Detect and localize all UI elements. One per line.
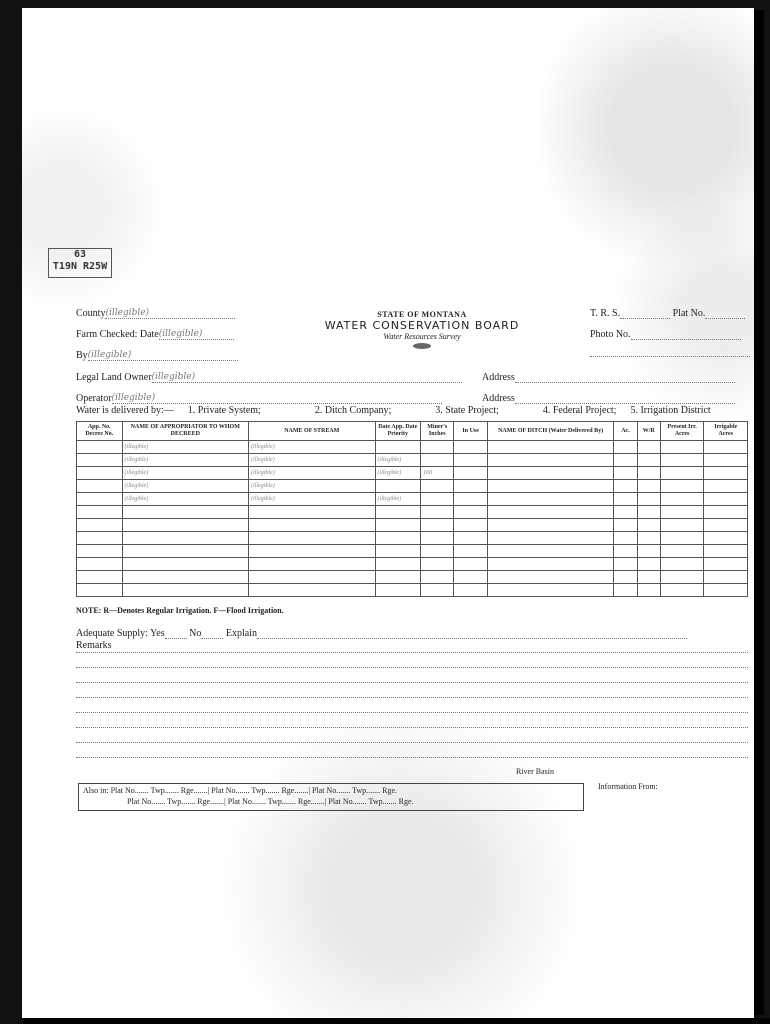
operator-value: (illegible) [112,393,442,404]
cell [637,493,660,506]
rge-label: Rge. [180,786,196,795]
table-row [77,519,748,532]
photo-label: Photo No. [590,329,631,340]
river-basin-label: River Basin [516,767,554,776]
cell [637,480,660,493]
remarks-line [76,757,748,758]
col-appropriator: NAME OF APPROPRIATOR TO WHOM DECREED [122,422,249,441]
table-row [77,454,748,467]
remarks-line [76,727,748,728]
delivery-label: Water is delivered by:— [76,405,174,416]
cell [704,454,748,467]
cell: (illegible) [249,441,376,454]
remarks-label: Remarks [76,640,112,651]
farm-checked-value: (illegible) [159,329,234,340]
also-in-row-1: Also in: Plat No....... Twp....... Rge.......| Plat No....... Twp....... Rge.......| Plat No....... Twp....... Rge. [83,786,398,795]
plat-label: Plat No. [211,786,238,795]
board-title: WATER CONSERVATION BOARD [324,319,520,332]
twp-label: Twp. [267,797,284,806]
cell [454,441,487,454]
cell [637,454,660,467]
cell: (illegible) [122,493,249,506]
information-from-label: Information From: [598,782,658,791]
cell: (illegible) [249,454,376,467]
farm-checked-field [76,329,234,340]
cell [454,480,487,493]
cell [704,441,748,454]
col-app-no: App. No. Decree No. [77,422,123,441]
cell: (illegible) [375,467,421,480]
cell [454,467,487,480]
also-in-row-2: Plat No....... Twp....... Rge.......| Plat No....... Twp....... Rge.......| Plat No....... Twp....... Rge. [127,797,414,806]
irrigation-note: NOTE: R—Denotes Regular Irrigation. F—Flood Irrigation. [76,606,284,615]
supply-no-label: No [189,628,202,639]
stamp-number: 63 [73,249,87,260]
cell [77,441,123,454]
county-label: County [76,308,106,319]
cell [614,493,637,506]
table-row [77,558,748,571]
remarks-line [76,712,748,713]
operator-address-field [482,393,735,404]
cell [637,441,660,454]
legal-owner-label: Legal Land Owner [76,372,152,383]
remarks-line [76,697,748,698]
plat-label: Plat No. [227,797,254,806]
table-row [77,545,748,558]
cell [614,467,637,480]
plat-label: Plat No. [127,797,154,806]
farm-checked-label: Farm Checked: Date [76,329,159,340]
remarks-line [76,742,748,743]
twp-label: Twp. [150,786,167,795]
cell [704,480,748,493]
col-in-use: In Use [454,422,487,441]
cell [614,480,637,493]
cell [660,493,704,506]
supply-yes-label: Adequate Supply: Yes [76,628,165,639]
by-field [76,350,238,361]
cell [375,480,421,493]
col-ac: Ac. [614,422,637,441]
cell [487,467,614,480]
appropriation-table [76,421,748,597]
delivery-line [76,405,756,416]
plat-label: Plat No. [672,308,706,319]
delivery-option-irrigation-district: 5. Irrigation District [630,405,711,416]
cell [421,441,454,454]
cell: (illegible) [122,454,249,467]
col-miners-inches: Miner's Inches [421,422,454,441]
cell [454,493,487,506]
rge-label: Rge. [197,797,213,806]
cell [660,467,704,480]
adequate-supply-field [76,628,687,639]
delivery-option-private: 1. Private System; [187,405,261,416]
cell [421,480,454,493]
legal-owner-field [76,372,462,383]
cell [77,467,123,480]
col-irrigable-acres: Irrigable Acres [704,422,748,441]
by-value: (illegible) [88,350,238,361]
county-value: (illegible) [105,308,235,319]
cell [454,454,487,467]
plat-label: Plat No. [110,786,137,795]
survey-title: Water Resources Survey [383,332,461,341]
operator-label: Operator [76,393,112,404]
stamp-township: T19N R25W [52,261,108,272]
cell [614,441,637,454]
cell: (illegible) [375,454,421,467]
cell: (illegible) [375,493,421,506]
cell [660,454,704,467]
photo-field [590,329,741,340]
supply-explain-label: Explain [225,628,257,639]
operator-field [76,393,442,404]
table-row [77,506,748,519]
cell [421,493,454,506]
cell: (illegible) [249,493,376,506]
rge-label: Rge. [382,786,398,795]
twp-label: Twp. [167,797,184,806]
trs-label: T. R. S. [590,308,621,319]
table-row [77,584,748,597]
col-present-acres: Present Irr. Acres [660,422,704,441]
county-field [76,308,235,319]
rge-label: Rge. [297,797,313,806]
twp-label: Twp. [251,786,268,795]
table-row [77,493,748,506]
owner-address-field [482,372,735,383]
table-row [77,441,748,454]
operator-address-label: Address [482,393,515,404]
cell [704,493,748,506]
cell [660,441,704,454]
table-row [77,467,748,480]
table-header-row [77,422,748,441]
also-in-box [78,783,584,811]
by-label: By [76,350,88,361]
remarks-line [76,682,748,683]
table-row [77,571,748,584]
blank-line [590,356,750,357]
col-wr: W/R [637,422,660,441]
cell: (illegible) [249,467,376,480]
cell: (illegible) [122,480,249,493]
rge-label: Rge. [398,797,414,806]
plat-label: Plat No. [311,786,339,795]
cell [614,454,637,467]
seal-icon [413,343,431,349]
cell [660,480,704,493]
cell [487,493,614,506]
state-title: STATE OF MONTANA [377,310,467,319]
table-row [77,480,748,493]
cell [487,480,614,493]
rge-label: Rge. [281,786,297,795]
col-ditch: NAME OF DITCH (Water Delivered By) [487,422,614,441]
delivery-option-federal: 4. Federal Project; [542,405,617,416]
also-in-label: Also in: [83,786,109,795]
cell [77,454,123,467]
owner-address-label: Address [482,372,515,383]
cell: (illegible) [122,467,249,480]
cell [77,493,123,506]
cell [637,467,660,480]
scan-edge-bottom [22,1018,770,1024]
col-date: Date App. Date Priority [375,422,421,441]
cell: 100 [421,467,454,480]
delivery-option-ditch: 2. Ditch Company; [314,405,392,416]
plat-label: Plat No. [328,797,355,806]
twp-label: Twp. [352,786,369,795]
twp-label: Twp. [368,797,385,806]
cell: (illegible) [249,480,376,493]
cell [704,467,748,480]
col-stream: NAME OF STREAM [249,422,376,441]
legal-owner-value: (illegible) [152,372,462,383]
cell [487,441,614,454]
cell [421,454,454,467]
township-stamp [48,248,112,278]
form-header [322,310,522,351]
remarks-line [76,652,748,653]
cell [77,480,123,493]
table-row [77,532,748,545]
cell: (illegible) [122,441,249,454]
cell [375,441,421,454]
delivery-option-state: 3. State Project; [435,405,499,416]
remarks-line [76,667,748,668]
cell [487,454,614,467]
scan-edge-right [754,10,764,1015]
trs-field [590,308,745,319]
